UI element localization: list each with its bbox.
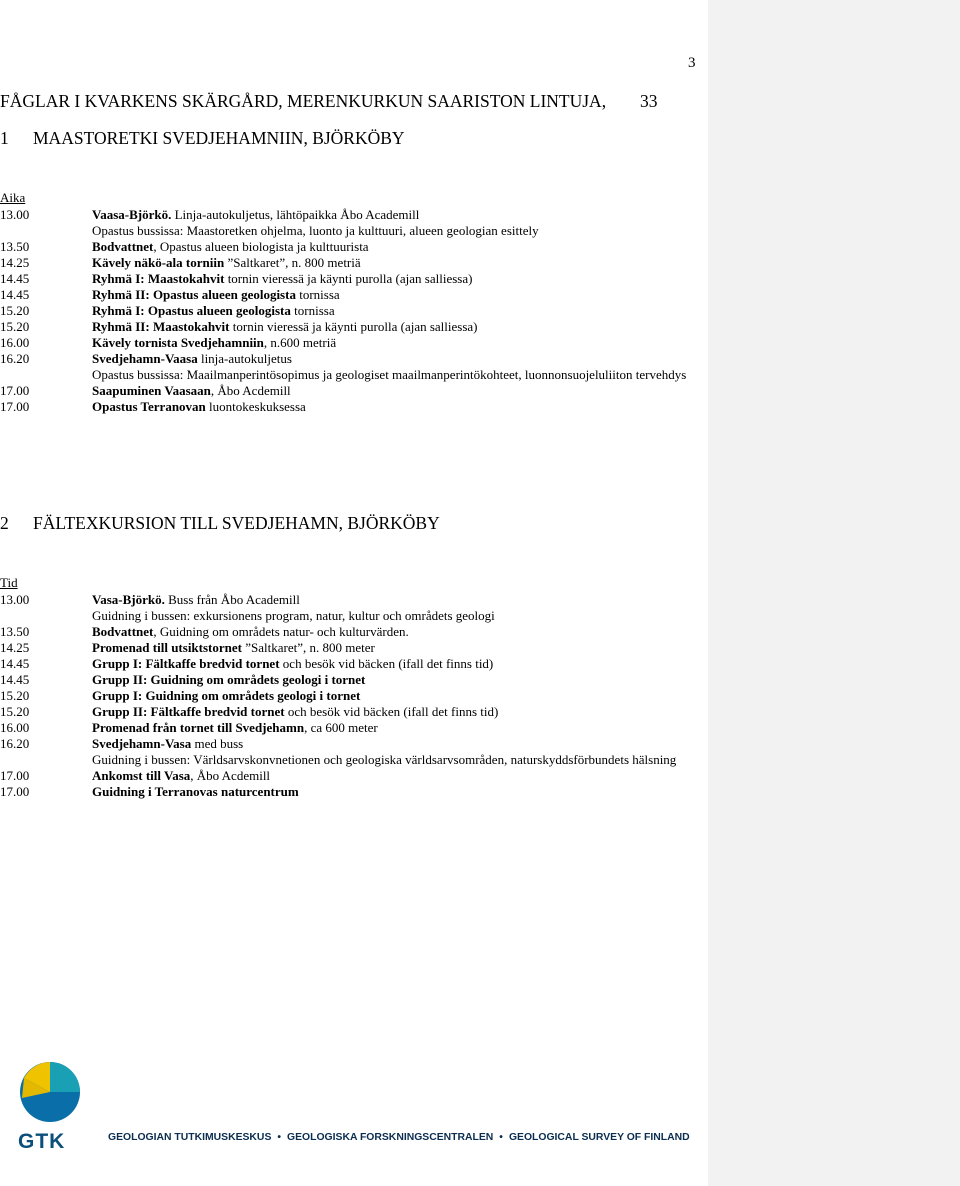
schedule-activity — [92, 608, 700, 624]
schedule-time: 15.20 — [0, 303, 30, 318]
schedule-activity-title: Promenad från tornet till Svedjehamn — [92, 720, 305, 735]
schedule-row — [0, 672, 700, 688]
section-1-title: MAASTORETKI SVEDJEHAMNIIN, BJÖRKÖBY — [33, 128, 405, 148]
schedule-row — [0, 239, 700, 255]
schedule-time: 16.20 — [0, 351, 30, 366]
schedule-row — [0, 784, 700, 800]
schedule-activity-title: Grupp I: Guidning om områdets geologi i tornet — [92, 688, 361, 703]
schedule-time: 15.20 — [0, 688, 30, 703]
schedule-activity-title: Ryhmä I: Opastus alueen geologista — [92, 303, 291, 318]
schedule-time: 14.45 — [0, 672, 30, 687]
schedule-row — [0, 319, 700, 335]
schedule-time: 17.00 — [0, 768, 30, 783]
schedule-row — [0, 752, 700, 768]
schedule-activity-title: Opastus Terranovan — [92, 399, 206, 414]
schedule-time: 13.00 — [0, 592, 30, 607]
schedule-activity-detail: tornin vieressä ja käynti purolla (ajan salliessa) — [224, 271, 473, 286]
schedule-row — [0, 736, 700, 752]
schedule-activity — [92, 688, 700, 704]
schedule-activity — [92, 704, 700, 720]
schedule-activity — [92, 784, 700, 800]
schedule-activity-detail: linja-autokuljetus — [197, 351, 292, 366]
schedule-activity-title: Ryhmä I: Maastokahvit — [92, 271, 225, 286]
schedule-activity-detail: , Åbo Acdemill — [210, 383, 291, 398]
schedule-activity-title: Vasa-Björkö. — [92, 592, 165, 607]
schedule-activity-title: Promenad till utsiktstornet — [92, 640, 242, 655]
schedule-activity-title: Ankomst till Vasa — [92, 768, 191, 783]
schedule-activity — [92, 768, 700, 784]
schedule-row — [0, 207, 700, 223]
schedule-row — [0, 608, 700, 624]
schedule-row — [0, 223, 700, 239]
schedule-row — [0, 383, 700, 399]
schedule-activity — [92, 640, 700, 656]
gtk-globe-logo-icon — [18, 1058, 82, 1124]
schedule-row — [0, 335, 700, 351]
schedule-time: 13.00 — [0, 207, 30, 222]
schedule-activity — [92, 207, 700, 223]
schedule-time: 14.25 — [0, 640, 30, 655]
schedule-activity-title: Svedjehamn-Vasa — [92, 736, 192, 751]
schedule-activity-detail: ”Saltkaret”, n. 800 metriä — [224, 255, 361, 270]
schedule-row — [0, 303, 700, 319]
schedule-swedish — [0, 592, 700, 800]
schedule-time: 17.00 — [0, 383, 30, 398]
schedule-time: 15.20 — [0, 704, 30, 719]
heading-birds — [0, 91, 658, 112]
schedule-row — [0, 592, 700, 608]
schedule-activity-title: Svedjehamn-Vaasa — [92, 351, 198, 366]
schedule-time: 14.45 — [0, 287, 30, 302]
schedule-activity — [92, 319, 700, 335]
schedule-time: 16.00 — [0, 720, 30, 735]
schedule-activity — [92, 624, 700, 640]
schedule-activity — [92, 752, 700, 768]
schedule-activity-title: Vaasa-Björkö. — [92, 207, 172, 222]
schedule-time — [0, 223, 92, 239]
agency-name-fi: GEOLOGIAN TUTKIMUSKESKUS — [108, 1132, 272, 1143]
schedule-activity-detail: ”Saltkaret”, n. 800 meter — [241, 640, 375, 655]
schedule-activity-detail: med buss — [191, 736, 244, 751]
schedule-row — [0, 287, 700, 303]
schedule-activity — [92, 223, 700, 239]
schedule-time — [0, 752, 92, 768]
schedule-row — [0, 351, 700, 367]
schedule-activity-title: Kävely tornista Svedjehamniin — [92, 335, 264, 350]
schedule-activity-detail: tornissa — [290, 303, 335, 318]
schedule-activity-title: Grupp II: Guidning om områdets geologi i tornet — [92, 672, 366, 687]
heading-birds-page: 33 — [640, 91, 658, 111]
schedule-time: 14.45 — [0, 656, 30, 671]
section-1-caption: Aika — [0, 190, 26, 205]
schedule-activity — [92, 367, 700, 383]
schedule-activity-detail: Linja-autokuljetus, lähtöpaikka Åbo Academill — [171, 207, 420, 222]
schedule-activity — [92, 656, 700, 672]
section-2-title: FÄLTEXKURSION TILL SVEDJEHAMN, BJÖRKÖBY — [33, 513, 440, 533]
schedule-activity-detail: Guidning i bussen: Världsarvskonvnetionen och geologiska världsarvsområden, naturskyddsförbundets hälsning — [92, 752, 677, 767]
schedule-row — [0, 656, 700, 672]
schedule-time: 14.45 — [0, 271, 30, 286]
page-number: 3 — [688, 55, 696, 71]
schedule-activity-title: Ryhmä II: Maastokahvit — [92, 319, 230, 334]
schedule-activity-title: Saapuminen Vaasaan — [92, 383, 211, 398]
agency-separator: • — [277, 1132, 282, 1143]
agency-names — [108, 1132, 690, 1143]
schedule-activity-title: Kävely näkö-ala torniin — [92, 255, 225, 270]
schedule-activity — [92, 303, 700, 319]
schedule-activity — [92, 335, 700, 351]
schedule-activity-detail: , Opastus alueen biologista ja kulttuurista — [153, 239, 369, 254]
schedule-activity — [92, 672, 700, 688]
schedule-row — [0, 624, 700, 640]
section-1-number: 1 — [0, 128, 9, 148]
schedule-activity-detail: Buss från Åbo Academill — [164, 592, 300, 607]
schedule-activity-detail: och besök vid bäcken (ifall det finns tid) — [284, 704, 499, 719]
schedule-activity-title: Guidning i Terranovas naturcentrum — [92, 784, 299, 799]
gtk-footer — [18, 1058, 690, 1154]
schedule-activity-detail: Guidning i bussen: exkursionens program, natur, kultur och områdets geologi — [92, 608, 495, 623]
schedule-time: 13.50 — [0, 624, 30, 639]
schedule-time: 14.25 — [0, 255, 30, 270]
schedule-activity — [92, 239, 700, 255]
schedule-activity — [92, 383, 700, 399]
schedule-row — [0, 271, 700, 287]
schedule-row — [0, 640, 700, 656]
schedule-row — [0, 255, 700, 271]
schedule-activity-detail: , Åbo Acdemill — [190, 768, 271, 783]
schedule-row — [0, 704, 700, 720]
schedule-finnish — [0, 207, 700, 415]
schedule-activity-detail: och besök vid bäcken (ifall det finns tid) — [279, 656, 494, 671]
schedule-activity-detail: Opastus bussissa: Maastoretken ohjelma, luonto ja kulttuuri, alueen geologian esittely — [92, 223, 539, 238]
schedule-row — [0, 720, 700, 736]
schedule-activity-detail: tornin vieressä ja käynti purolla (ajan salliessa) — [229, 319, 478, 334]
schedule-activity-detail: tornissa — [295, 287, 340, 302]
gtk-wordmark: GTK — [18, 1130, 66, 1153]
schedule-time: 16.20 — [0, 736, 30, 751]
schedule-row — [0, 399, 700, 415]
schedule-activity-detail: , ca 600 meter — [304, 720, 378, 735]
schedule-activity-detail: Opastus bussissa: Maailmanperintösopimus ja geologiset maailmanperintökohteet, luonnonsuojeluliiton tervehdys — [92, 367, 687, 382]
schedule-time: 17.00 — [0, 399, 30, 414]
schedule-time: 13.50 — [0, 239, 30, 254]
schedule-activity-detail: , n.600 metriä — [263, 335, 337, 350]
schedule-activity-title: Grupp I: Fältkaffe bredvid tornet — [92, 656, 280, 671]
section-2-number: 2 — [0, 513, 9, 533]
schedule-time: 17.00 — [0, 784, 30, 799]
schedule-activity — [92, 736, 700, 752]
page-margin-panel — [708, 0, 960, 1186]
schedule-activity — [92, 287, 700, 303]
schedule-activity — [92, 255, 700, 271]
schedule-activity-detail: luontokeskuksessa — [205, 399, 306, 414]
schedule-time: 15.20 — [0, 319, 30, 334]
schedule-time — [0, 608, 92, 624]
schedule-row — [0, 688, 700, 704]
schedule-activity-title: Bodvattnet — [92, 624, 154, 639]
schedule-activity-title: Grupp II: Fältkaffe bredvid tornet — [92, 704, 285, 719]
section-2-heading — [0, 513, 440, 534]
schedule-row — [0, 768, 700, 784]
schedule-activity — [92, 720, 700, 736]
agency-name-sv: GEOLOGISKA FORSKNINGSCENTRALEN — [287, 1132, 494, 1143]
agency-separator: • — [499, 1132, 503, 1143]
schedule-activity — [92, 399, 700, 415]
schedule-activity-title: Bodvattnet — [92, 239, 154, 254]
section-1-heading — [0, 128, 405, 149]
schedule-activity — [92, 271, 700, 287]
schedule-activity — [92, 351, 700, 367]
section-2-caption: Tid — [0, 575, 18, 590]
schedule-time: 16.00 — [0, 335, 30, 350]
heading-birds-text: FÅGLAR I KVARKENS SKÄRGÅRD, MERENKURKUN SAARISTON LINTUJA, — [0, 91, 607, 111]
schedule-time — [0, 367, 92, 383]
agency-name-en: GEOLOGICAL SURVEY OF FINLAND — [508, 1132, 690, 1143]
schedule-activity — [92, 592, 700, 608]
schedule-row — [0, 367, 700, 383]
schedule-activity-title: Ryhmä II: Opastus alueen geologista — [92, 287, 296, 302]
schedule-activity-detail: , Guidning om områdets natur- och kulturvärden. — [153, 624, 409, 639]
